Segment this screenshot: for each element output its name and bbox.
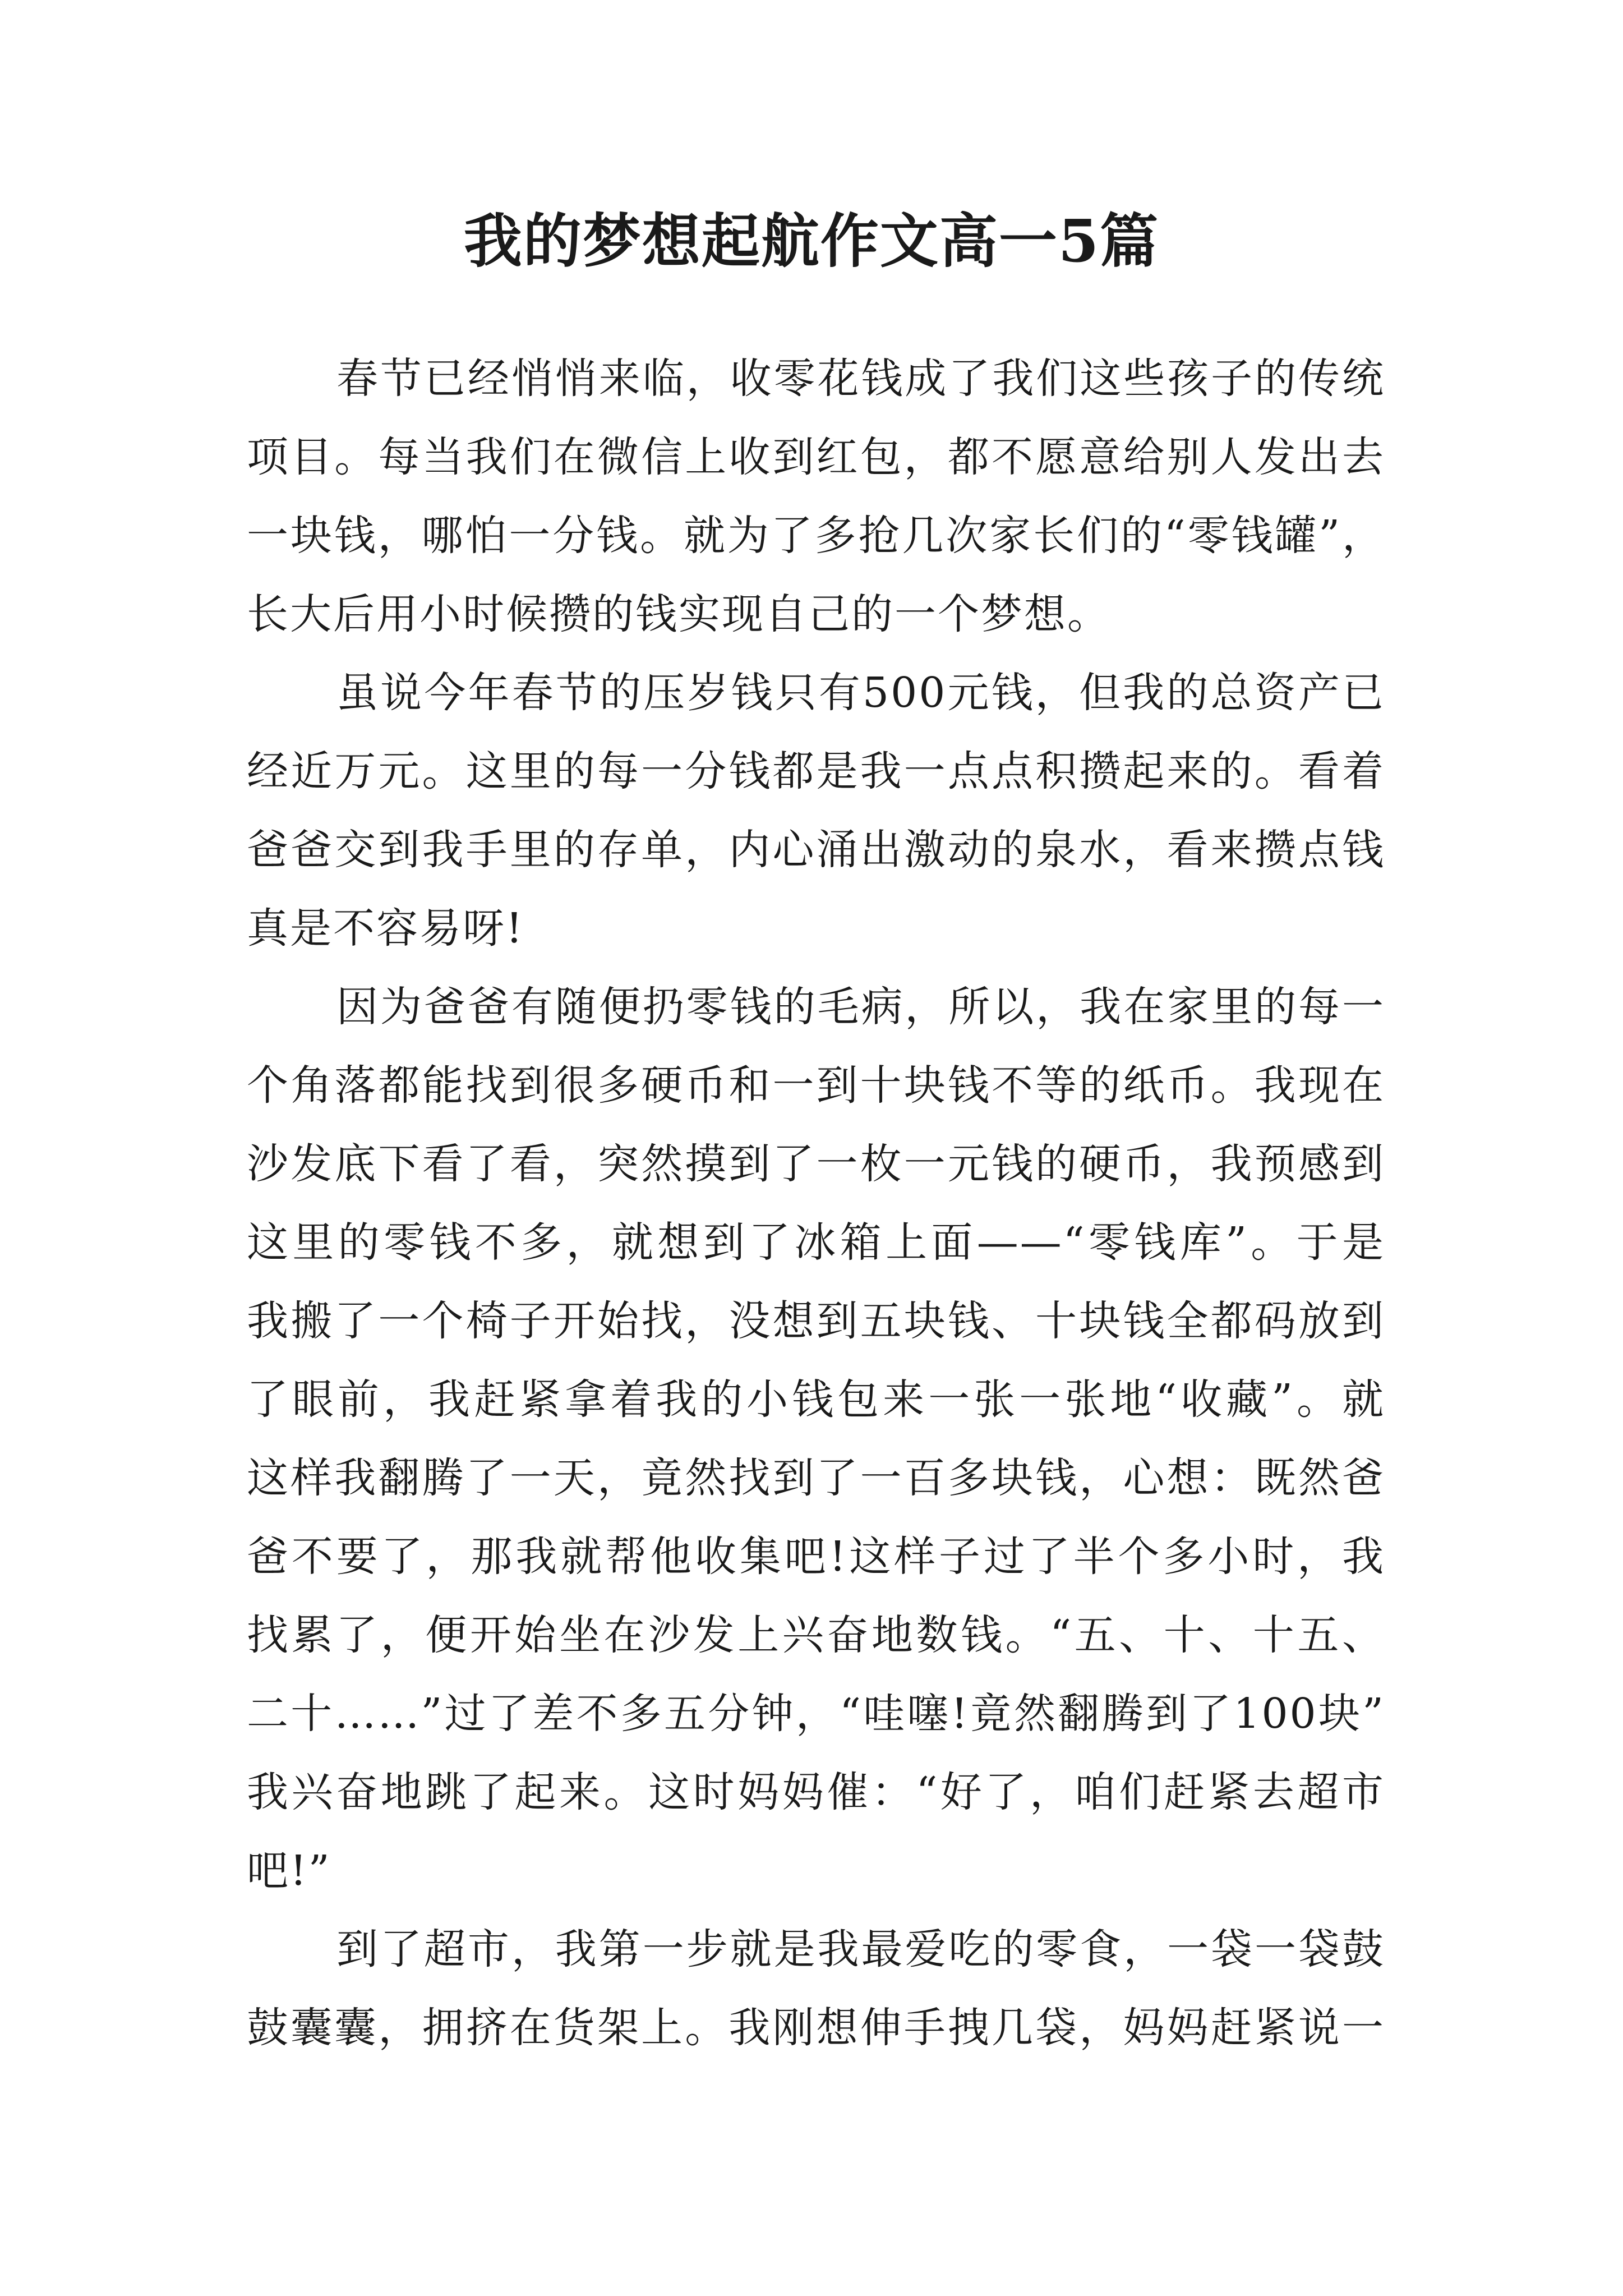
text-line: 找累了，便开始坐在沙发上兴奋地数钱。“五、十、十五、 [247, 1611, 1385, 1659]
text-line: 吧!” [247, 1847, 331, 1895]
text-line: 春节已经悄悄来临，收零花钱成了我们这些孩子的传统 [336, 355, 1385, 403]
text-line: 我兴奋地跳了起来。这时妈妈催：“好了，咱们赶紧去超市 [247, 1768, 1385, 1816]
document-body [247, 339, 1385, 2067]
text-line: 项目。每当我们在微信上收到红包，都不愿意给别人发出去 [247, 433, 1385, 481]
text-line: 二十……”过了差不多五分钟，“哇噻!竟然翻腾到了100块” [247, 1690, 1385, 1738]
text-line: 个角落都能找到很多硬币和一到十块钱不等的纸币。我现在 [247, 1061, 1385, 1110]
text-line: 爸不要了，那我就帮他收集吧!这样子过了半个多小时，我 [247, 1533, 1385, 1581]
text-line: 长大后用小时候攒的钱实现自己的一个梦想。 [247, 590, 1110, 638]
text-line: 这里的零钱不多，就想到了冰箱上面——“零钱库”。于是 [247, 1218, 1385, 1267]
text-line: 我搬了一个椅子开始找，没想到五块钱、十块钱全都码放到 [247, 1297, 1385, 1345]
text-line: 到了超市，我第一步就是我最爱吃的零食，一袋一袋鼓 [336, 1925, 1385, 1973]
document-title: 我的梦想起航作文高一5篇 [463, 206, 1160, 275]
text-line: 一块钱，哪怕一分钱。就为了多抢几次家长们的“零钱罐”， [247, 512, 1385, 560]
paragraph [247, 1910, 1385, 2067]
paragraph [247, 339, 1385, 654]
text-line: 鼓囊囊，拥挤在货架上。我刚想伸手拽几袋，妈妈赶紧说一 [247, 2004, 1385, 2052]
text-line: 沙发底下看了看，突然摸到了一枚一元钱的硬币，我预感到 [247, 1140, 1385, 1188]
text-line: 爸爸交到我手里的存单，内心涌出激动的泉水，看来攒点钱 [247, 826, 1385, 874]
text-line: 这样我翻腾了一天，竟然找到了一百多块钱，心想：既然爸 [247, 1454, 1385, 1502]
paragraph [247, 968, 1385, 1910]
text-line: 虽说今年春节的压岁钱只有500元钱，但我的总资产已 [336, 669, 1385, 717]
text-line: 了眼前，我赶紧拿着我的小钱包来一张一张地“收藏”。就 [247, 1375, 1385, 1424]
text-line: 真是不容易呀! [247, 904, 524, 953]
text-line: 经近万元。这里的每一分钱都是我一点点积攒起来的。看着 [247, 747, 1385, 795]
paragraph [247, 654, 1385, 968]
text-line: 因为爸爸有随便扔零钱的毛病，所以，我在家里的每一 [336, 983, 1385, 1031]
